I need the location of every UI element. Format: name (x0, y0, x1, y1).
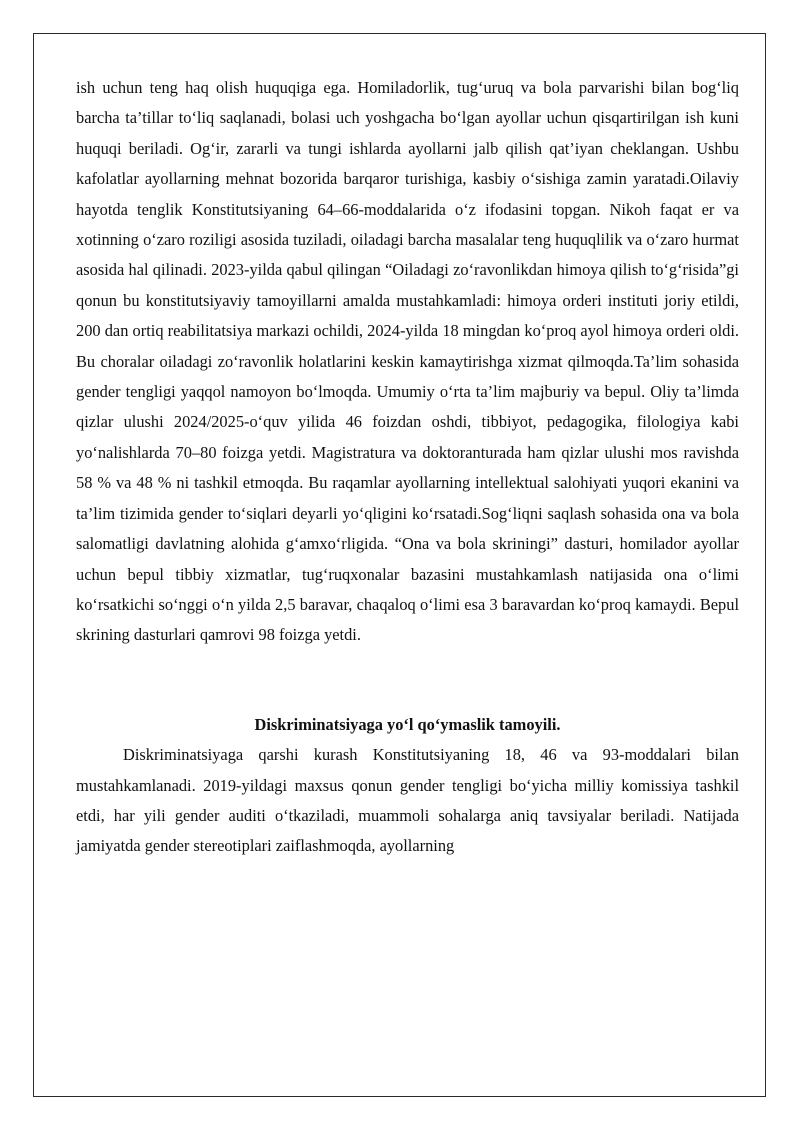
section-heading: Diskriminatsiyaga yo‘l qo‘ymaslik tamoyili. (254, 714, 561, 734)
section-spacer (76, 651, 739, 710)
body-paragraph-2: Diskriminatsiyaga qarshi kurash Konstitutsiyaning 18, 46 va 93-moddalari bilan mustahkamlanadi. 2019-yildagi maxsus qonun gender tengligi bo‘yicha milliy komissiya tashkil etdi, har yili gender auditi o‘tkaziladi, muammoli sohalarga aniq tavsiyalar beriladi. Natijada jamiyatda gender stereotiplari zaiflashmoqda, ayollarning (76, 745, 739, 856)
body-paragraph-1: ish uchun teng haq olish huquqiga ega. Homiladorlik, tug‘uruq va bola parvarishi bilan bog‘liq barcha ta’tillar to‘liq saqlanadi, bolasi uch yoshgacha bo‘lgan ayollar uchun qisqartirilgan ish kuni huquqi beriladi. Og‘ir, zararli va tungi ishlarda ayollarni jalb qilish qat’iyan cheklangan. Ushbu kafolatlar ayollarning mehnat bozorida barqaror turishiga, kasbiy o‘sishiga zamin yaratadi.Oilaviy hayotda tenglik Konstitutsiyaning 64–66-moddalarida o‘z ifodasini topgan. Nikoh faqat er va xotinning o‘zaro roziligi asosida tuziladi, oiladagi barcha masalalar teng huquqlilik va o‘zaro hurmat asosida hal qilinadi. 2023-yilda qabul qilingan “Oiladagi zo‘ravonlikdan himoya qilish to‘g‘risida”gi qonun bu konstitutsiyaviy tamoyillarni amalda mustahkamladi: himoya orderi instituti joriy etildi, 200 dan ortiq reabilitatsiya markazi ochildi, 2024-yilda 18 mingdan ko‘proq ayol himoya orderi oldi. Bu choralar oiladagi zo‘ravonlik holatlarini keskin kamaytirishga xizmat qilmoqda.Ta’lim sohasida gender tengligi yaqqol namoyon bo‘lmoqda. Umumiy o‘rta ta’lim majburiy va bepul. Oliy ta’limda qizlar ulushi 2024/2025-o‘quv yilida 46 foizdan oshdi, tibbiyot, pedagogika, filologiya kabi yo‘nalishlarda 70–80 foizga yetdi. Magistratura va doktoranturada ham qizlar ulushi mos ravishda 58 % va 48 % ni tashkil etmoqda. Bu raqamlar ayollarning intellektual salohiyati yuqori ekanini va ta’lim tizimida gender to‘siqlari deyarli yo‘qligini ko‘rsatadi.Sog‘liqni saqlash sohasida ona va bola salomatligi davlatning alohida g‘amxo‘rligida. “Ona va bola skriningi” dasturi, homilador ayollar uchun bepul tibbiy xizmatlar, tug‘ruqxonalar bazasini mustahkamlash natijasida ona o‘limi ko‘rsatkichi so‘nggi o‘n yilda 2,5 baravar, chaqaloq o‘limi esa 3 baravardan ko‘proq kamaydi. Bepul skrining dasturlari qamrovi 98 foizga yetdi. (76, 78, 739, 645)
document-body (76, 73, 739, 862)
